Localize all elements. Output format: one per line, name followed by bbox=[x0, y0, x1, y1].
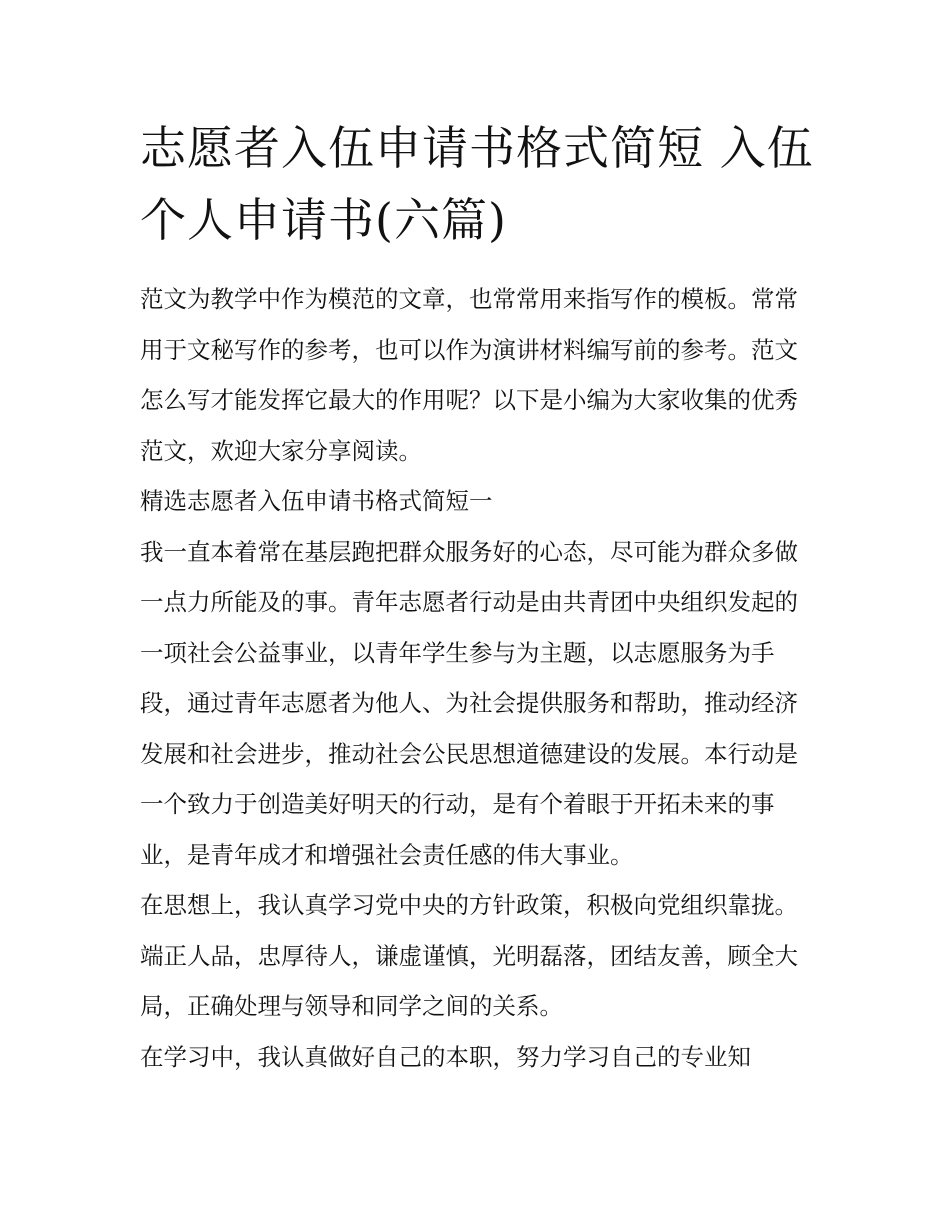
body-paragraph-2: 在思想上，我认真学习党中央的方针政策，积极向党组织靠拢。端正人品，忠厚待人，谦虚谨慎，光明磊落，团结友善，顾全大局，正确处理与领导和同学之间的关系。 bbox=[140, 891, 798, 1020]
document-page bbox=[140, 112, 820, 1082]
intro-paragraph: 范文为教学中作为模范的文章，也常常用来指写作的模板。常常用于文秘写作的参考，也可以作为演讲材料编写前的参考。范文怎么写才能发挥它最大的作用呢？以下是小编为大家收集的优秀范文，欢迎大家分享阅读。 bbox=[140, 285, 798, 465]
document-title: 志愿者入伍申请书格式简短 入伍个人申请书(六篇) bbox=[140, 121, 814, 247]
section-heading: 精选志愿者入伍申请书格式简短一 bbox=[140, 487, 493, 515]
body-paragraph-1: 我一直本着常在基层跑把群众服务好的心态，尽可能为群众多做一点力所能及的事。青年志愿者行动是由共青团中央组织发起的一项社会公益事业，以青年学生参与为主题，以志愿服务为手段，通过青年志愿者为他人、为社会提供服务和帮助，推动经济发展和社会进步，推动社会公民思想道德建设的发展。本行动是一个致力于创造美好明天的行动，是有个着眼于开拓未来的事业，是青年成才和增强社会责任感的伟大事业。 bbox=[140, 537, 798, 869]
body-paragraph-3: 在学习中，我认真做好自己的本职，努力学习自己的专业知 bbox=[140, 1042, 751, 1071]
